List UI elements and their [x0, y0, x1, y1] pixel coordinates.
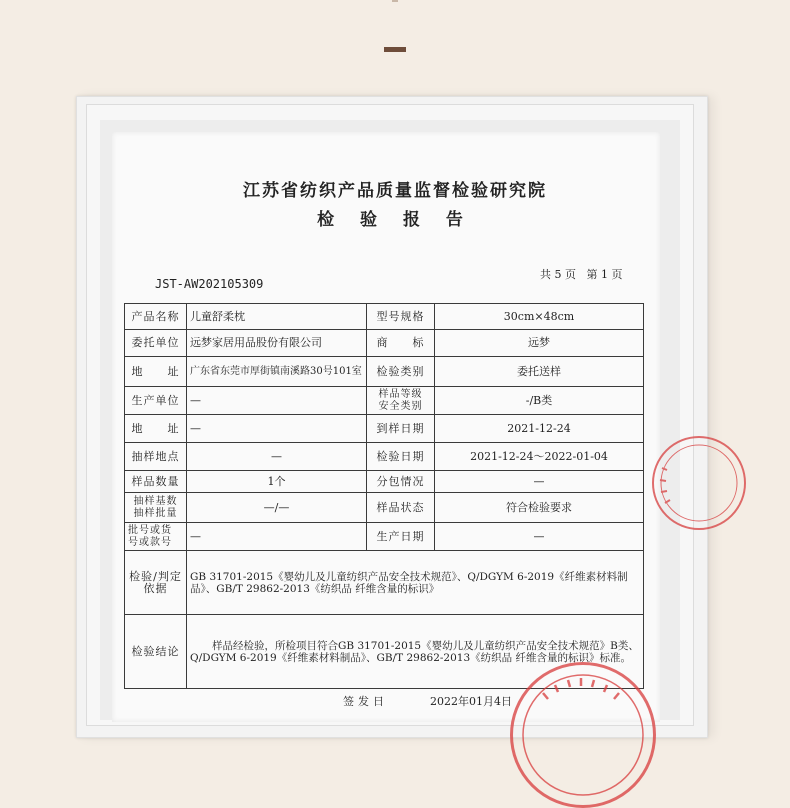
field-value: 30cm×48cm [435, 304, 644, 330]
field-label: 分包情况 [367, 471, 435, 493]
table-row [125, 357, 644, 387]
field-value: — [435, 471, 644, 493]
field-value: 广东省东莞市厚街镇南溪路30号101室 [187, 357, 367, 387]
field-label: 检验类别 [367, 357, 435, 387]
field-label: 检验/判定 依据 [125, 551, 187, 615]
top-decoration [392, 0, 398, 2]
table-row [125, 304, 644, 330]
institute-title: 江苏省纺织产品质量监督检验研究院 [243, 181, 547, 201]
field-value: — [435, 523, 644, 551]
field-label: 样品数量 [125, 471, 187, 493]
table-row [125, 330, 644, 357]
field-label: 委托单位 [125, 330, 187, 357]
field-label: 地 址 [125, 357, 187, 387]
field-label: 批号或货 号或款号 [125, 523, 187, 551]
field-value: 儿童舒柔枕 [187, 304, 367, 330]
accent-bar [384, 47, 406, 52]
field-value: —/— [187, 493, 367, 523]
report-number: JST-AW202105309 [155, 277, 264, 291]
sign-date: 2022年01月4日 [430, 695, 512, 708]
table-row [125, 387, 644, 415]
conclusion-text: 样品经检验，所检项目符合GB 31701-2015《婴幼儿及儿童纺织产品安全技术规范》B类、Q/DGYM 6-2019《纤维素材料制品》、GB/T 29862-2013《纺织品 纤维含量的标识》标准。 [187, 615, 644, 689]
field-value: 远梦家居用品股份有限公司 [187, 330, 367, 357]
field-label: 生产单位 [125, 387, 187, 415]
field-value: 符合检验要求 [435, 493, 644, 523]
field-label: 到样日期 [367, 415, 435, 443]
field-label: 样品状态 [367, 493, 435, 523]
field-value: — [187, 387, 367, 415]
field-value: -/B类 [435, 387, 644, 415]
field-value: — [187, 443, 367, 471]
field-label: 地 址 [125, 415, 187, 443]
field-value: 2021-12-24 [435, 415, 644, 443]
field-label: 生产日期 [367, 523, 435, 551]
field-value: 1个 [187, 471, 367, 493]
field-label: 样品等级 安全类别 [367, 387, 435, 415]
field-label: 商 标 [367, 330, 435, 357]
table-row [125, 551, 644, 615]
table-row [125, 493, 644, 523]
report-title: 检 验 报 告 [317, 210, 473, 230]
field-label: 抽样基数 抽样批量 [125, 493, 187, 523]
field-value: 委托送样 [435, 357, 644, 387]
table-row [125, 443, 644, 471]
red-seal-partial [652, 436, 746, 530]
sign-label: 签发日 [343, 695, 388, 708]
field-label: 检验结论 [125, 615, 187, 689]
red-official-seal [510, 662, 656, 808]
field-value: — [187, 415, 367, 443]
basis-text: GB 31701-2015《婴幼儿及儿童纺织产品安全技术规范》、Q/DGYM 6-2019《纤维素材料制品》、GB/T 29862-2013《纺织品 纤维含量的标识》 [187, 551, 644, 615]
field-label: 产品名称 [125, 304, 187, 330]
field-value: 远梦 [435, 330, 644, 357]
field-label: 抽样地点 [125, 443, 187, 471]
table-row [125, 415, 644, 443]
table-row [125, 523, 644, 551]
table-row [125, 471, 644, 493]
field-value: 2021-12-24～2022-01-04 [435, 443, 644, 471]
field-label: 检验日期 [367, 443, 435, 471]
report-table [124, 303, 644, 689]
field-value: — [187, 523, 367, 551]
field-label: 型号规格 [367, 304, 435, 330]
page-info: 共 5 页 第 1 页 [540, 268, 623, 281]
